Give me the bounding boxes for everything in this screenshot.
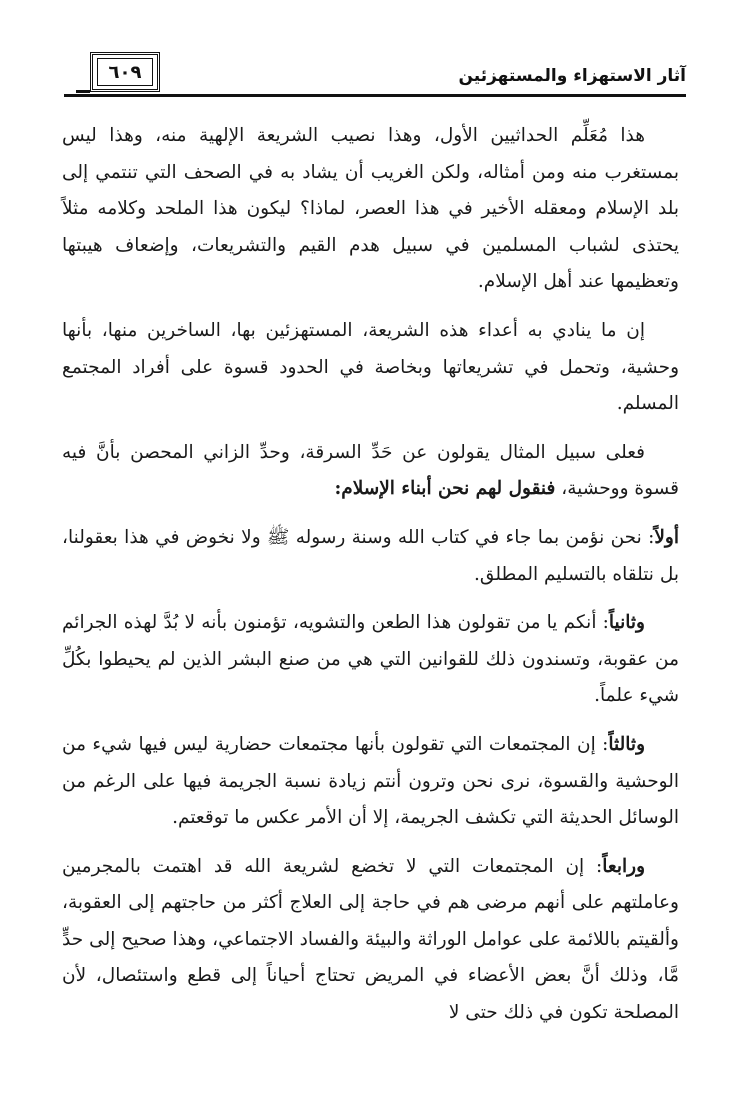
page-number-frame <box>90 52 160 92</box>
paragraph-6 <box>62 727 679 837</box>
page-number: ٦٠٩ <box>97 58 153 86</box>
paragraph-lead: أولاً <box>654 526 679 548</box>
paragraph-lead: ورابعاً <box>602 855 645 877</box>
paragraph-text: : إن المجتمعات التي لا تخضع لشريعة الله قد اهتمت بالمجرمين وعاملتهم على أنهم مرضى هم في حاجة إلى العلاج أكثر من حاجتهم إلى العقوبة، وألقيتم باللائمة على عوامل الوراثة والبيئة والفساد الاجتماعي، وهذا صحيح إلى حدٍّ مَّا، وذلك أنَّ بعض الأعضاء في المريض تحتاج أحياناً إلى قطع واستئصال، لأن المصلحة تكون في ذلك حتى لا <box>62 855 679 1024</box>
paragraph-lead: وثانياً <box>608 612 645 634</box>
paragraph-text: : إن المجتمعات التي تقولون بأنها مجتمعات حضارية ليس فيها شيء من الوحشية والقسوة، نرى نحن وترون أنتم زيادة نسبة الجريمة فيها على الرغم من الوسائل الحديثة التي تكشف الجريمة، إلا أن الأمر عكس ما توقعتم. <box>62 733 679 829</box>
paragraph-text: إن ما ينادي به أعداء هذه الشريعة، المستهزئين بها، الساخرين منها، بأنها وحشية، وتحمل في تشريعاتها وبخاصة في الحدود قسوة على أفراد المجتمع المسلم. <box>62 319 679 415</box>
header-rule-end <box>76 90 90 93</box>
paragraph-text: فعلى سبيل المثال يقولون عن حَدِّ السرقة، وحدِّ الزاني المحصن بأنَّ فيه قسوة ووحشية، <box>62 441 679 500</box>
paragraph-text: : نحن نؤمن بما جاء في كتاب الله وسنة رسوله ﷺ ولا نخوض في هذا بعقولنا، بل نتلقاه بالتسليم المطلق. <box>62 526 679 585</box>
paragraph-2 <box>62 313 679 423</box>
running-title: آثار الاستهزاء والمستهزئين <box>458 66 686 86</box>
paragraph-4 <box>62 520 679 593</box>
paragraph-text: : أنكم يا من تقولون هذا الطعن والتشويه، تؤمنون بأنه لا بُدَّ لهذه الجرائم من عقوبة، وتسندون ذلك للقوانين التي هي من صنع البشر الذين لم يحيطوا بكُلِّ شيء علماً. <box>62 612 679 707</box>
paragraph-3 <box>62 435 679 508</box>
page-header <box>64 52 686 98</box>
paragraph-7 <box>62 849 679 1032</box>
paragraph-1 <box>62 118 679 301</box>
page-body <box>62 118 679 1044</box>
header-rule <box>64 94 686 97</box>
paragraph-bold-tail: فنقول لهم نحن أبناء الإسلام: <box>334 478 556 500</box>
paragraph-5 <box>62 605 679 715</box>
paragraph-lead: وثالثاً <box>608 733 645 755</box>
paragraph-text: هذا مُعَلِّم الحداثيين الأول، وهذا نصيب الشريعة الإلهية منه، وهذا ليس بمستغرب منه ومن أمثاله، ولكن الغريب أن يشاد به في الصحف التي تنتمي إلى بلد الإسلام ومعقله الأخير في هذا العصر، لماذا؟ ليكون هذا الملحد وكلامه مثلاً يحتذى لشباب المسلمين في سبيل هدم القيم والتشريعات، وإضعاف هيبتها وتعظيمها عند أهل الإسلام. <box>62 125 679 293</box>
